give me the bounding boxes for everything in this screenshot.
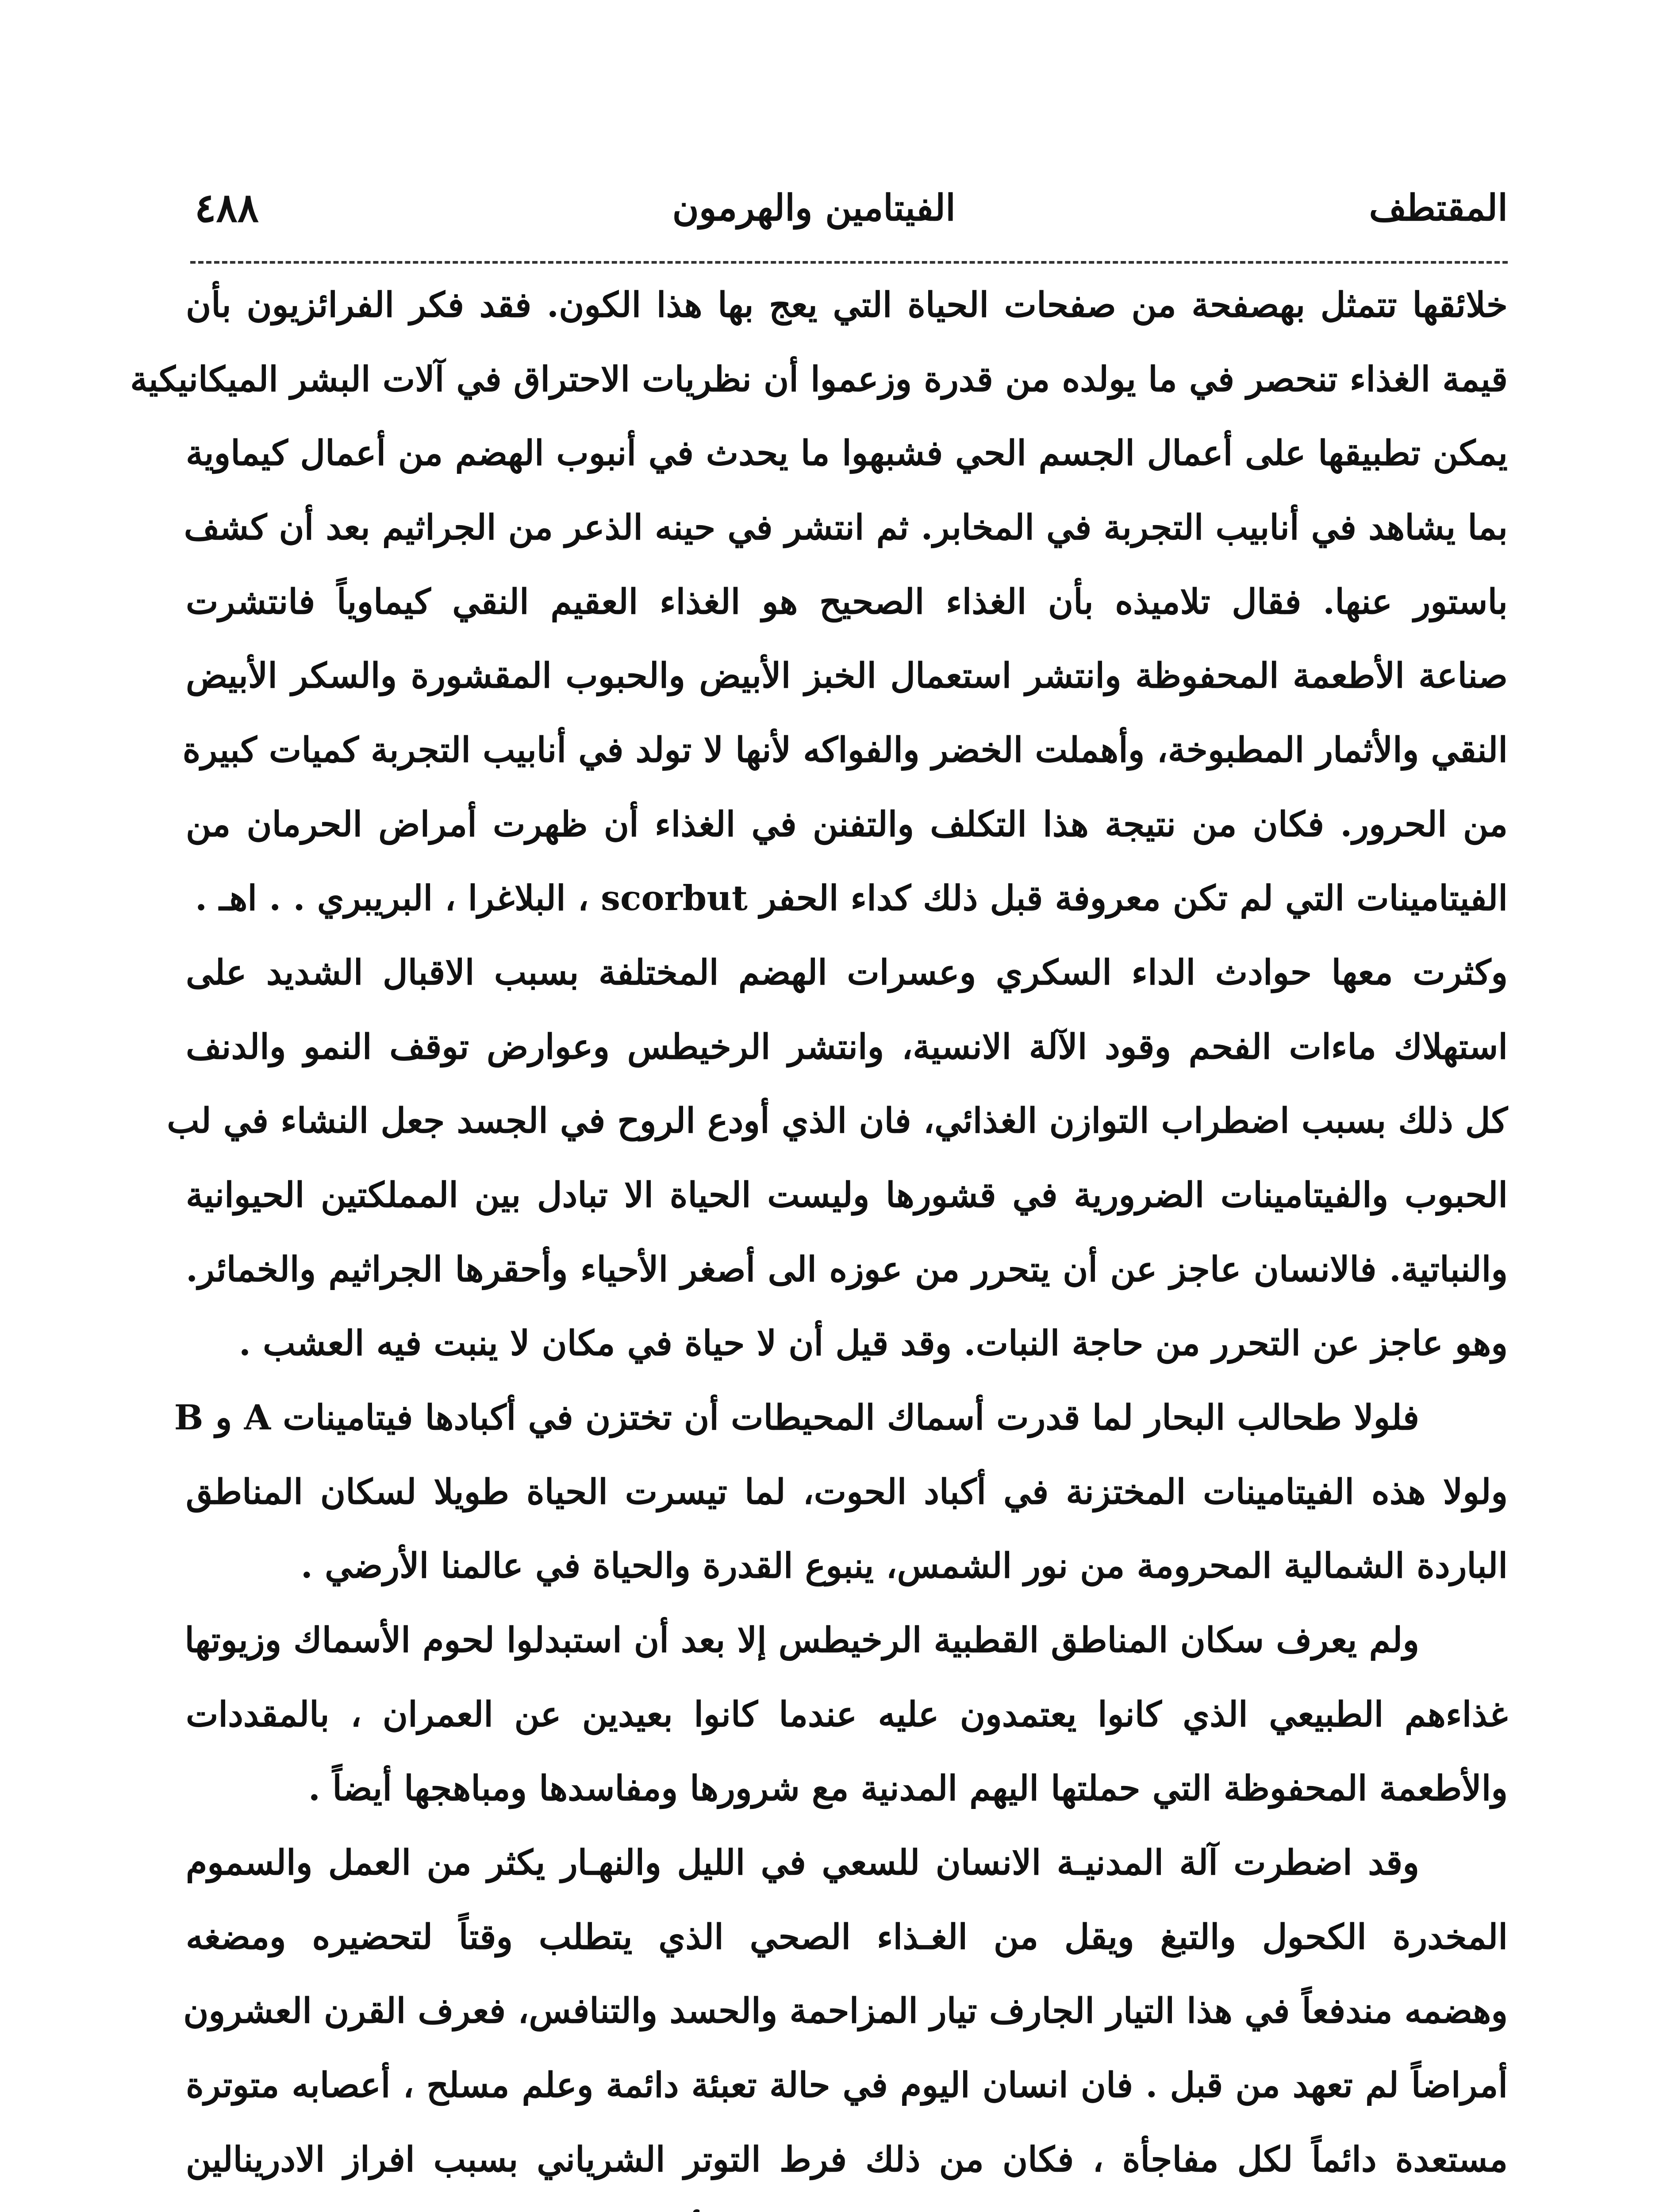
text-line: ولولا هذه الفيتامينات المختزنة في أكباد الحوت، لما تيسرت الحياة طويلا لسكان المناطق bbox=[186, 1471, 1508, 1512]
text-line: باستور عنها. فقال تلاميذه بأن الغذاء الصحيح هو الغذاء العقيم النقي كيماوياً فانتشرت bbox=[186, 581, 1508, 622]
text-line: قيمة الغذاء تنحصر في ما يولده من قدرة وزعموا أن نظريات الاحتراق في آلات البشر الميكانيكية bbox=[130, 359, 1508, 399]
text-line: خلائقها تتمثل بهصفحة من صفحات الحياة التي يعج بها هذا الكون. فقد فكر الفرائزيون بأن bbox=[186, 285, 1508, 325]
text-line: والأطعمة المحفوظة التي حملتها اليهم المدنية مع شرورها ومفاسدها ومباهجها أيضاً . bbox=[308, 1768, 1508, 1809]
text-line: فلولا طحالب البحار لما قدرت أسماك المحيطات أن تختزن في أكبادها فيتامينات A و B bbox=[174, 1398, 1419, 1438]
text-line: النقي والأثمار المطبوخة، وأهملت الخضر والفواكه لأنها لا تولد في أنابيب التجربة كميات كبيرة bbox=[182, 730, 1508, 771]
text-line: من الحرور. فكان من نتيجة هذا التكلف والتفنن في الغذاء أن ظهرت أمراض الحرمان من bbox=[186, 804, 1508, 845]
text-line: والنباتية. فالانسان عاجز عن أن يتحرر من عوزه الى أصغر الأحياء وأحقرها الجراثيم والخمائر. bbox=[186, 1249, 1508, 1290]
text-line: مستعدة دائماً لكل مفاجأة ، فكان من ذلك فرط التوتر الشرياني بسبب افراز الادرينالين bbox=[186, 2139, 1508, 2180]
text-line: وهضمه مندفعاً في هذا التيار الجارف تيار المزاحمة والحسد والتنافس، فعرف القرن العشرون bbox=[183, 1991, 1508, 2032]
text-line: الباردة الشمالية المحرومة من نور الشمس، ينبوع القدرة والحياة في عالمنا الأرضي . bbox=[300, 1546, 1508, 1586]
text-line: غذاءهم الطبيعي الذي كانوا يعتمدون عليه عندما كانوا بعيدين عن العمران ، بالمقددات bbox=[186, 1694, 1508, 1735]
text-line: وقد اضطرت آلة المدنيـة الانسان للسعي في الليل والنهـار يكثر من العمل والسموم bbox=[186, 1843, 1419, 1883]
article-title: الفيتامين والهرمون bbox=[672, 187, 956, 229]
text-line: الحبوب والفيتامينات الضرورية في قشورها وليست الحياة الا تبادل بين المملكتين الحيوانية bbox=[186, 1175, 1508, 1216]
text-line: الفيتامينات التي لم تكن معروفة قبل ذلك كداء الحفر scorbut ، البلاغرا ، البريبري . . اهـ . bbox=[195, 878, 1508, 919]
header-rule bbox=[190, 261, 1508, 264]
text-line: وهو عاجز عن التحرر من حاجة النبات. وقد قيل أن لا حياة في مكان لا ينبت فيه العشب . bbox=[238, 1323, 1508, 1364]
text-line: كل ذلك بسبب اضطراب التوازن الغذائي، فان الذي أودع الروح في الجسد جعل النشاء في لب bbox=[167, 1101, 1508, 1141]
text-line: وكثرت معها حوادث الداء السكري وعسرات الهضم المختلفة بسبب الاقبال الشديد على bbox=[186, 952, 1508, 993]
text-line: أمراضاً لم تعهد من قبل . فان انسان اليوم في حالة تعبئة دائمة وعلم مسلح ، أعصابه متوترة bbox=[186, 2065, 1508, 2106]
text-line: بما يشاهد في أنابيب التجربة في المخابر. ثم انتشر في حينه الذعر من الجراثيم بعد أن كشف bbox=[184, 507, 1508, 548]
page-number: ٤٨٨ bbox=[195, 184, 259, 231]
text-line: يمكن تطبيقها على أعمال الجسم الحي فشبهوا ما يحدث في أنبوب الهضم من أعمال كيماوية bbox=[186, 433, 1508, 474]
text-line: استهلاك ماءات الفحم وقود الآلة الانسية، وانتشر الرخيطس وعوارض توقف النمو والدنف bbox=[186, 1026, 1508, 1067]
text-line: ولم يعرف سكان المناطق القطبية الرخيطس إلا بعد أن استبدلوا لحوم الأسماك وزيوتها bbox=[184, 1620, 1419, 1661]
text-line: المخدرة الكحول والتبغ ويقل من الغـذاء الصحي الذي يتطلب وقتاً لتحضيره ومضغه bbox=[186, 1916, 1508, 1957]
running-header bbox=[195, 173, 1508, 243]
body-text bbox=[130, 283, 1508, 2212]
text-line: صناعة الأطعمة المحفوظة وانتشر استعمال الخبز الأبيض والحبوب المقشورة والسكر الأبيض bbox=[186, 656, 1508, 696]
journal-name: المقتطف bbox=[1369, 187, 1508, 229]
